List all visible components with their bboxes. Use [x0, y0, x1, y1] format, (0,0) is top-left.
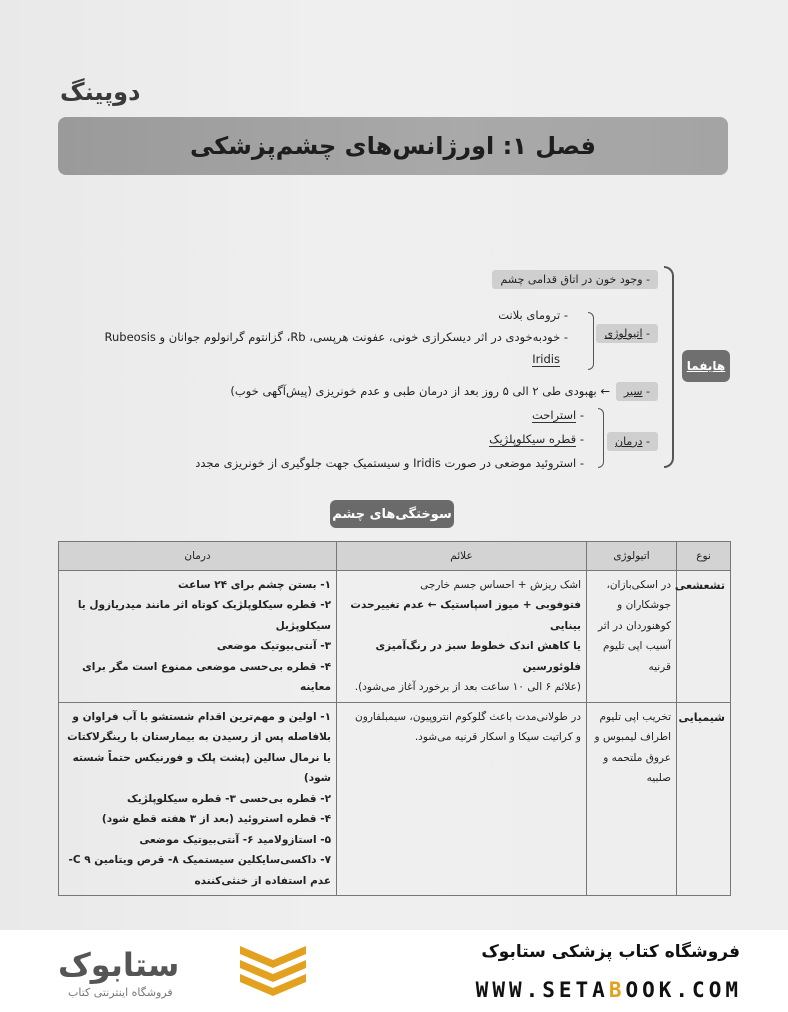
etiology-node: - اتیولوژی [596, 324, 658, 343]
store-logo-subtitle: فروشگاه اینترنتی کتاب [68, 986, 173, 999]
store-footer [0, 930, 788, 1012]
type-cell: شیمیایی [677, 702, 731, 895]
store-url[interactable]: WWW.SETABOOK.COM [475, 978, 742, 1002]
treatment-item: - قطره سیکلوپلژیک [489, 432, 584, 446]
course-node: - سیر [616, 382, 658, 401]
course-text: ← بهبودی طی ۲ الی ۵ روز بعد از درمان طبی و عدم خونریزی (پیش‌آگهی خوب) [230, 384, 610, 398]
etiology-cell: در اسکی‌بازان، جوشکاران و کوهنوردان در اثر آسیب اپی تلیوم قرنیه [587, 571, 677, 703]
treatment-item: - استروئید موضعی در صورت Iridis و سیستمیک جهت جلوگیری از خونریزی مجدد [195, 456, 584, 470]
symptoms-cell: اشک ریزش + احساس جسم خارجی فتوفوبی + میوز اسپاستیک ← عدم تغییرحدت بینایی یا کاهش اندک خطوط سبز در رنگ‌آمیزی فلوئورسین (علائم ۶ الی ۱۰ ساعت بعد از برخورد آغاز می‌شود). [337, 571, 587, 703]
burns-title: سوختگی‌های چشم [330, 500, 454, 528]
store-name: فروشگاه کتاب پزشکی ستابوک [481, 942, 740, 962]
definition-text: وجود خون در اتاق قدامی چشم [500, 273, 643, 286]
type-cell: تشعشعی [677, 571, 731, 703]
store-logo-text: ستابوک [58, 946, 180, 984]
treatment-cell: ۱- اولین و مهم‌ترین اقدام شستشو با آب فراوان و بلافاصله پس از رسیدن به بیمارستان با رینگرلاکتات یا نرمال سالین (پشت پلک و فورنیکس حتماً شسته شود) ۲- قطره بی‌حسی ۳- قطره سیکلوپلژیک ۴- قطره استروئید (بعد از ۳ هفته قطع شود) ۵- استازولامید ۶- آنتی‌بیوتیک موضعی ۷- داکسی‌سایکلین سیستمیک ۸- قرص ویتامین C ۹- عدم استفاده از خنثی‌کننده [59, 702, 337, 895]
burns-table [58, 541, 731, 896]
course-label: سیر [623, 385, 643, 398]
etiology-item: - خودبه‌خودی در اثر دیسکرازی خونی، عفونت هرپسی، Rb، گزانتوم گرانولوم جوانان و Rubeosis [104, 330, 568, 344]
treatment-label: درمان [614, 435, 643, 448]
symptoms-cell: در طولانی‌مدت باعث گلوکوم انتروپیون، سیمبلفارون و کراتیت سیکا و اسکار قرنیه می‌شود. [337, 702, 587, 895]
header-etiology: اتیولوژی [587, 542, 677, 571]
table-row [59, 571, 731, 703]
etiology-cell: تخریب اپی تلیوم اطراف لیمبوس و عروق ملتحمه و صلبیه [587, 702, 677, 895]
hyphema-outline [60, 258, 730, 470]
table-header-row [59, 542, 731, 571]
header-treatment: درمان [59, 542, 337, 571]
treatment-item: - استراحت [531, 408, 584, 422]
treatment-brace [598, 408, 604, 468]
table-row [59, 702, 731, 895]
book-logo-icon [238, 938, 308, 1000]
main-brace [664, 266, 674, 468]
chapter-title: فصل ۱: اورژانس‌های چشم‌پزشکی [58, 117, 728, 175]
treatment-cell: ۱- بستن چشم برای ۲۴ ساعت ۲- قطره سیکلوپلژیک کوتاه اثر مانند میدریازول یا سیکلوپژیل ۳- آنتی‌بیوتیک موضعی ۴- قطره بی‌حسی موضعی ممنوع است مگر برای معاینه [59, 571, 337, 703]
etiology-label: اتیولوژی [604, 327, 643, 340]
hyphema-title: هایفما [682, 350, 730, 382]
header-type: نوع [677, 542, 731, 571]
brand-logo: دوپینگ [60, 78, 141, 106]
etiology-item: Iridis [532, 352, 560, 366]
treatment-node: - درمان [607, 432, 658, 451]
header-symptoms: علائم [337, 542, 587, 571]
etiology-item: - ترومای بلانت [498, 308, 568, 322]
etiology-brace [588, 312, 594, 370]
definition-node: - وجود خون در اتاق قدامی چشم [492, 270, 658, 289]
